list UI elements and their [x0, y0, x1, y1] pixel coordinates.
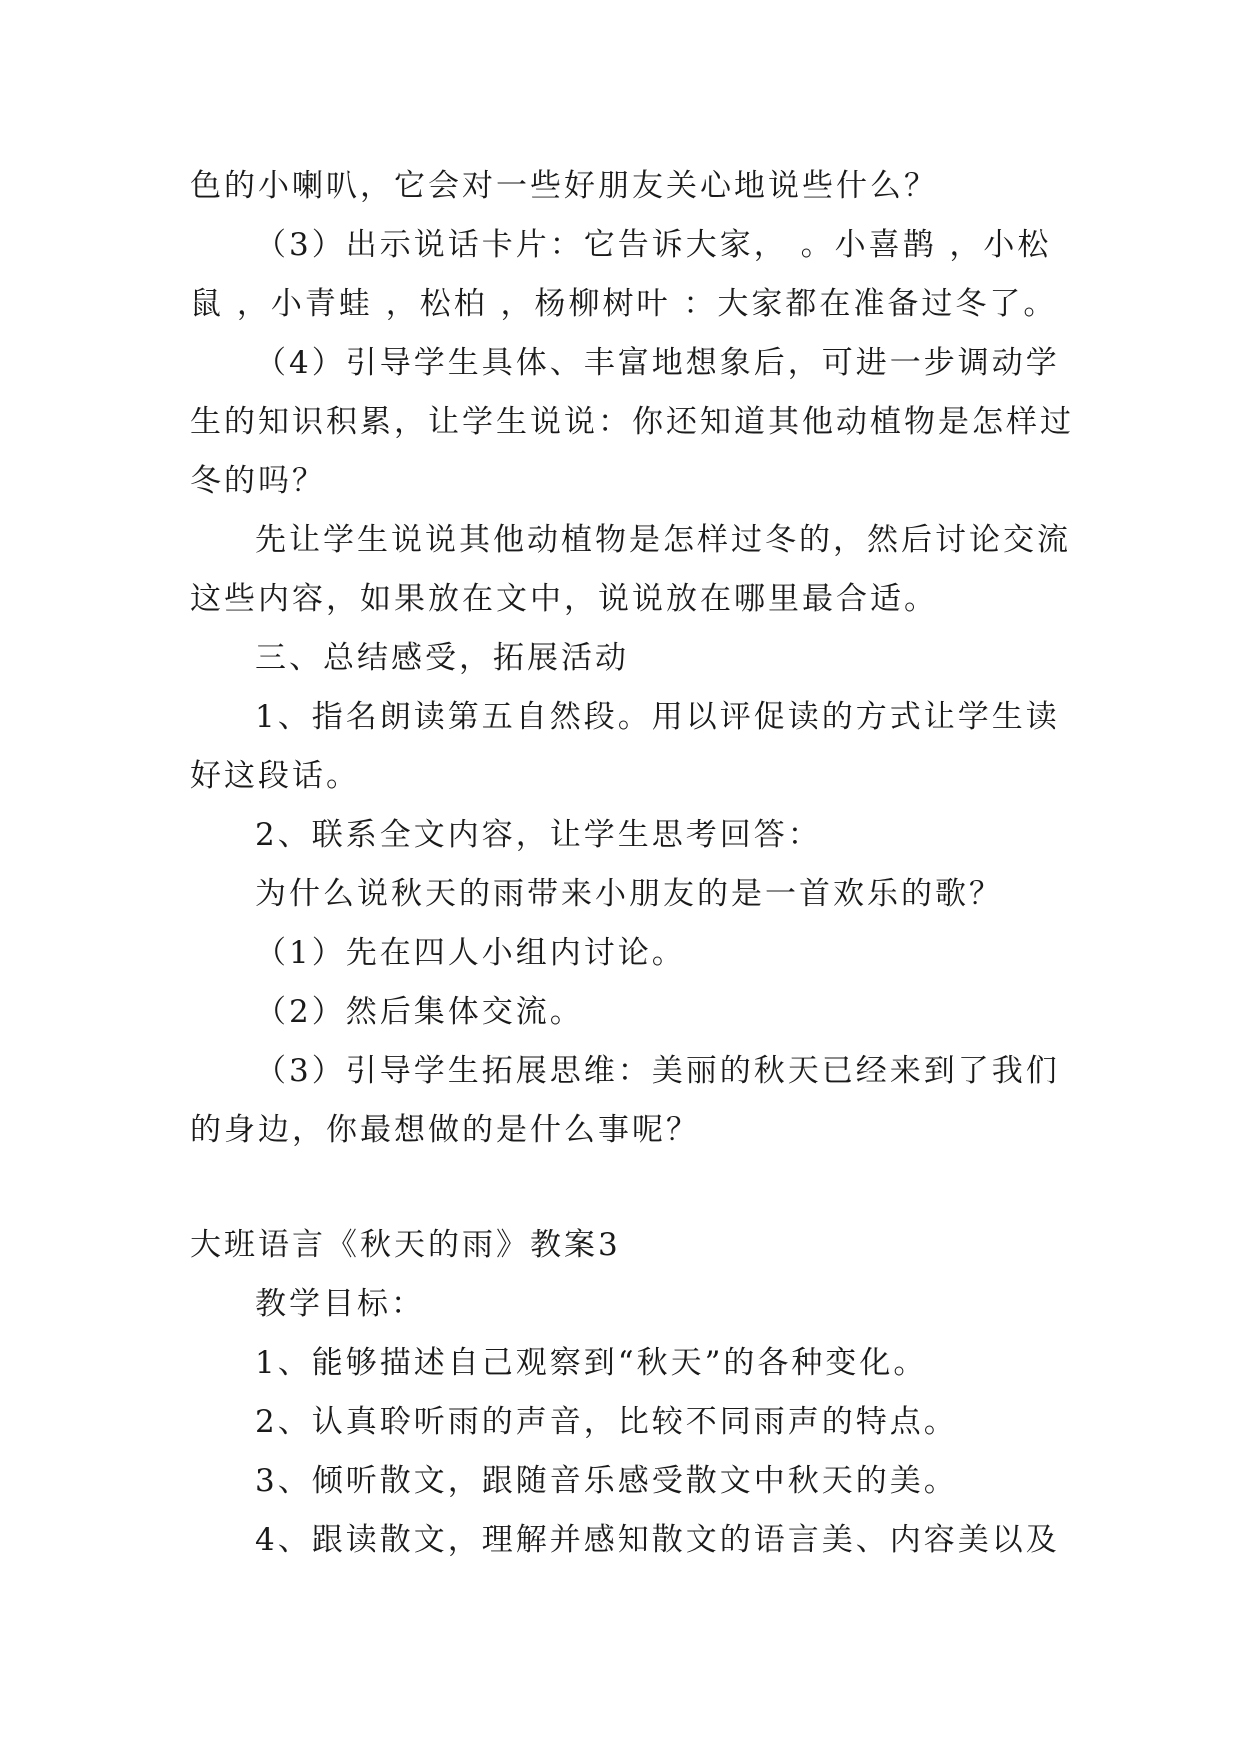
- text-line: 冬的吗？: [190, 463, 326, 499]
- text-line: 的身边，你最想做的是什么事呢？: [190, 1112, 700, 1148]
- text-line: 1、能够描述自己观察到“秋天”的各种变化。: [255, 1345, 928, 1381]
- text-line: 为什么说秋天的雨带来小朋友的是一首欢乐的歌？: [255, 876, 1003, 912]
- document-title: 大班语言《秋天的雨》教案3: [190, 1227, 621, 1263]
- text-line: 2、认真聆听雨的声音，比较不同雨声的特点。: [255, 1404, 958, 1440]
- text-line: （1）先在四人小组内讨论。: [255, 935, 686, 971]
- text-line: 好这段话。: [190, 758, 360, 794]
- text-line: 先让学生说说其他动植物是怎样过冬的，然后讨论交流: [255, 522, 1071, 558]
- section-heading: 三、总结感受，拓展活动: [255, 640, 629, 676]
- text-line: 鼠 ，小青蛙 ，松柏 ，杨柳树叶 ：大家都在准备过冬了。: [190, 286, 1058, 322]
- text-line: 4、跟读散文，理解并感知散文的语言美、内容美以及: [255, 1522, 1060, 1558]
- text-line: （4）引导学生具体、丰富地想象后，可进一步调动学: [255, 345, 1060, 381]
- text-line: 教学目标：: [255, 1286, 425, 1322]
- text-line: 3、倾听散文，跟随音乐感受散文中秋天的美。: [255, 1463, 958, 1499]
- text-line: 2、联系全文内容，让学生思考回答：: [255, 817, 822, 853]
- text-line: 色的小喇叭，它会对一些好朋友关心地说些什么？: [190, 168, 938, 204]
- text-line: 这些内容，如果放在文中，说说放在哪里最合适。: [190, 581, 938, 617]
- text-line: （3）出示说话卡片：它告诉大家， 。小喜鹊 ，小松: [255, 227, 1052, 263]
- text-line: 1、指名朗读第五自然段。用以评促读的方式让学生读: [255, 699, 1060, 735]
- text-line: 生的知识积累，让学生说说：你还知道其他动植物是怎样过: [190, 404, 1074, 440]
- text-line: （2）然后集体交流。: [255, 994, 584, 1030]
- text-line: （3）引导学生拓展思维：美丽的秋天已经来到了我们: [255, 1053, 1060, 1089]
